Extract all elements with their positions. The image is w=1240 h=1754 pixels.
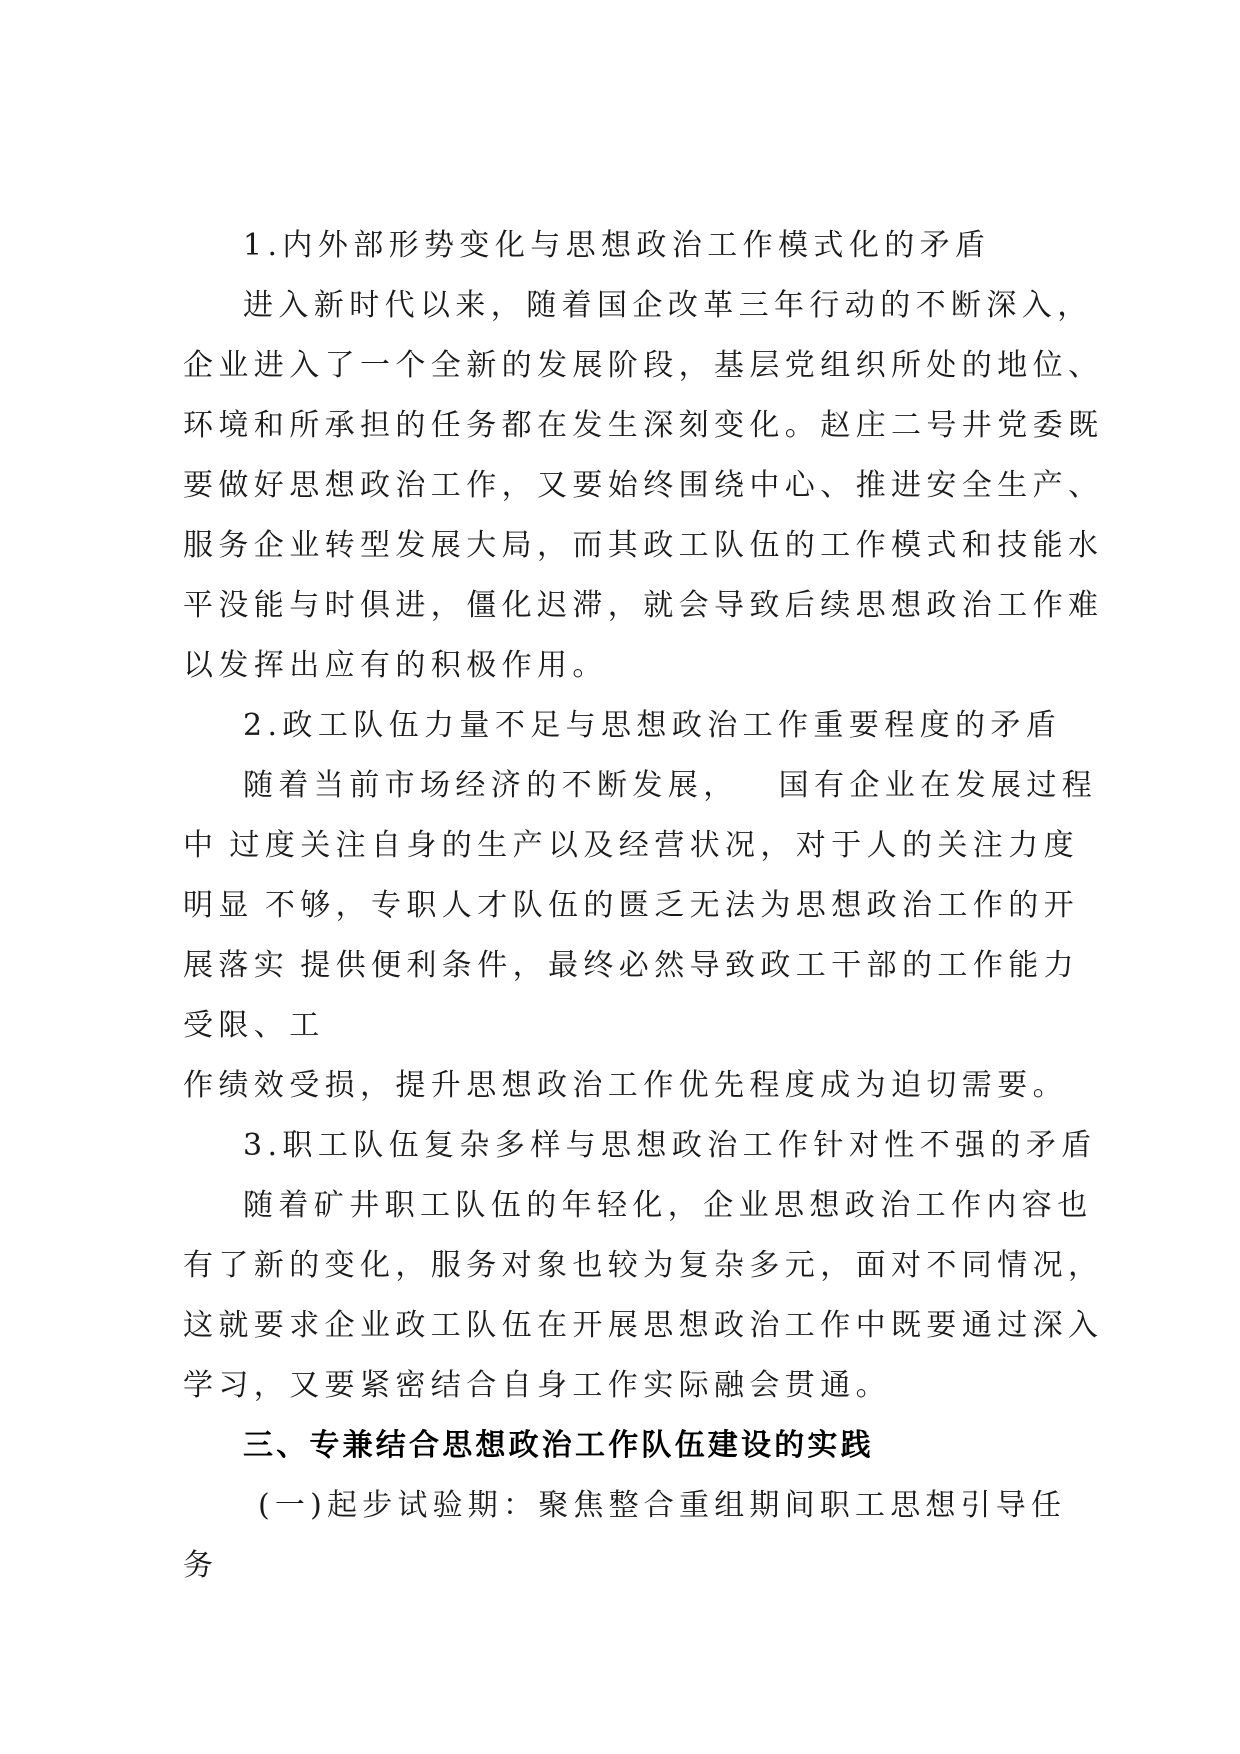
paragraph-2-line-2-part-b: 过度关注自身的生产以及经营状况，对于人的关注力度 bbox=[229, 828, 1080, 863]
paragraph-1-line-3: 环境和所承担的任务都在发生深刻变化。赵庄二号井党委既 bbox=[183, 408, 1104, 443]
subsection-heading-2: 2.政工队伍力量不足与思想政治工作重要程度的矛盾 bbox=[243, 708, 1062, 743]
paragraph-3-line-1: 随着矿井职工队伍的年轻化，企业思想政治工作内容也 bbox=[243, 1188, 1093, 1223]
subsection-heading-3: 3.职工队伍复杂多样与思想政治工作针对性不强的矛盾 bbox=[243, 1128, 1097, 1163]
paragraph-1-line-5: 服务企业转型发展大局，而其政工队伍的工作模式和技能水 bbox=[183, 528, 1104, 563]
paragraph-1-line-2: 企业进入了一个全新的发展阶段，基层党组织所处的地位、 bbox=[183, 348, 1104, 383]
stage-heading-1-line-1: (一)起步试验期：聚焦整合重组期间职工思想引导任 bbox=[258, 1488, 1067, 1523]
paragraph-2-line-2 bbox=[183, 826, 1079, 866]
paragraph-2-line-3-part-b: 不够，专职人才队伍的匮乏无法为思想政治工作的开 bbox=[264, 888, 1080, 923]
paragraph-1-line-7: 以发挥出应有的积极作用。 bbox=[183, 648, 608, 683]
subsection-heading-1: 1.内外部形势变化与思想政治工作模式化的矛盾 bbox=[243, 228, 991, 263]
paragraph-2-line-5: 受限、工 bbox=[183, 1008, 325, 1043]
paragraph-3-line-4: 学习，又要紧密结合自身工作实际融会贯通。 bbox=[183, 1368, 891, 1403]
paragraph-2-line-3 bbox=[183, 886, 1079, 926]
paragraph-3-line-2: 有了新的变化，服务对象也较为复杂多元，面对不同情况， bbox=[183, 1248, 1104, 1283]
paragraph-2-line-6: 作绩效受损，提升思想政治工作优先程度成为迫切需要。 bbox=[183, 1068, 1068, 1103]
paragraph-2-line-4 bbox=[183, 946, 1079, 986]
section-heading-3: 三、专兼结合思想政治工作队伍建设的实践 bbox=[243, 1428, 874, 1463]
paragraph-3-line-3: 这就要求企业政工队伍在开展思想政治工作中既要通过深入 bbox=[183, 1308, 1104, 1343]
paragraph-2-line-1-part-b: 国有企业在发展过程 bbox=[778, 768, 1098, 803]
paragraph-2-line-4-part-b: 提供便利条件，最终必然导致政工干部的工作能力 bbox=[300, 948, 1080, 983]
paragraph-2-line-1 bbox=[243, 766, 1097, 806]
paragraph-2-line-1-part-a: 随着当前市场经济的不断发展， bbox=[243, 768, 739, 803]
paragraph-2-line-2-part-a: 中 bbox=[183, 828, 219, 863]
paragraph-2-line-3-part-a: 明显 bbox=[183, 888, 254, 923]
paragraph-2-line-4-part-a: 展落实 bbox=[183, 948, 290, 983]
paragraph-1-line-1: 进入新时代以来，随着国企改革三年行动的不断深入， bbox=[243, 288, 1093, 323]
paragraph-1-line-6: 平没能与时俱进，僵化迟滞，就会导致后续思想政治工作难 bbox=[183, 588, 1104, 623]
paragraph-1-line-4: 要做好思想政治工作，又要始终围绕中心、推进安全生产、 bbox=[183, 468, 1104, 503]
stage-heading-1-line-2: 务 bbox=[183, 1548, 219, 1583]
